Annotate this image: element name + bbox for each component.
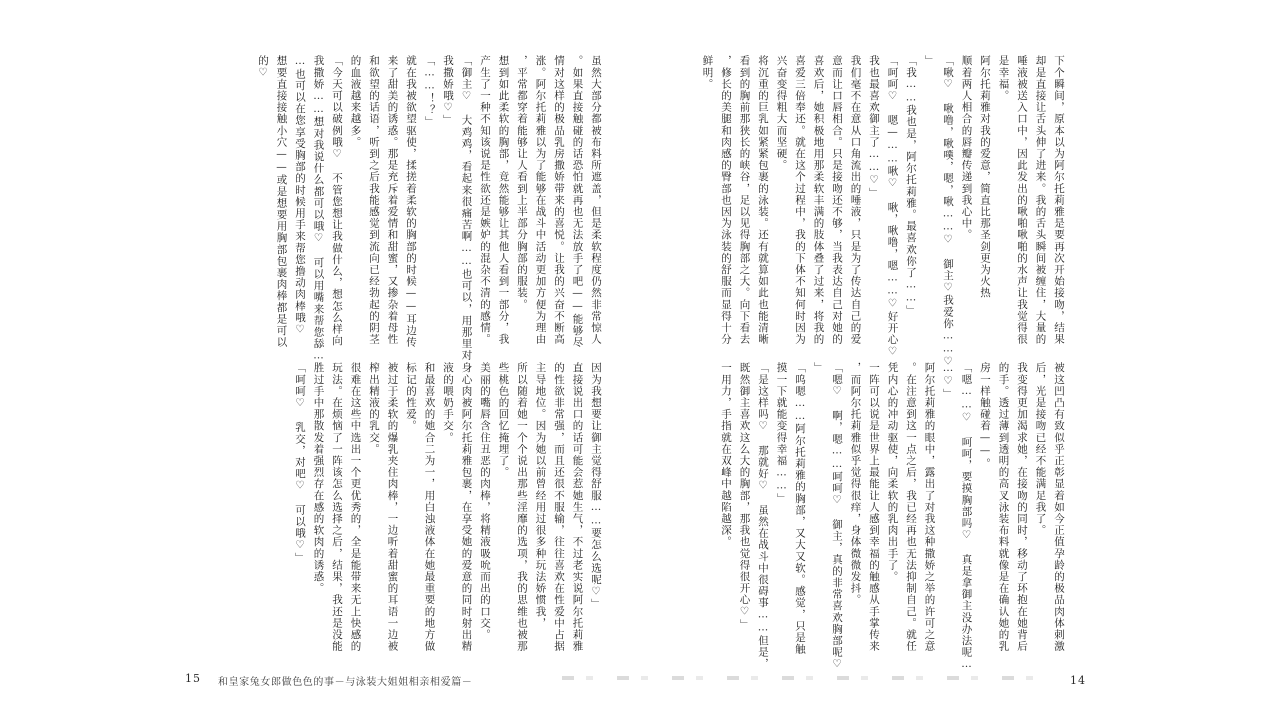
text-column: 的手。透过薄到透明的高叉泳装布料就像是在确认她的乳 <box>997 362 1010 652</box>
text-column: 凭内心的冲动驱使，向柔软的乳肉出手了。 <box>886 362 899 583</box>
text-column: …♡」 <box>942 362 954 400</box>
page-15-lower-text-block <box>291 362 606 668</box>
text-column: 「呵呵♡ 嗯—……啾♡ 啾，啾噜，嗯……♡好开心♡ <box>886 55 899 359</box>
text-column: 我撒娇……想对我说什么都可以哦♡ 可以用嘴来帮您舔… <box>312 55 325 363</box>
text-column: 想到如此柔软的胸部，竟然能够让其他人看到一部分，我 <box>497 55 510 345</box>
text-column: 直接说出口的话可能会惹她生气，不过老实说阿尔托莉雅 <box>571 362 584 652</box>
text-column: 是幸福。 <box>997 55 1010 102</box>
text-column: 和最喜欢的她合二为一，用白浊液体在她最重要的地方做 <box>423 362 436 652</box>
text-column: 喜欢后，她积极地用那柔软丰满的肢体叠了过来，将我的 <box>812 55 825 345</box>
text-column: 「我……我也是，阿尔托莉雅。最喜欢你了……」 <box>905 55 917 317</box>
text-column: 情对这样的极品乳房撒娇带来的喜悦。让我的兴奋不断高 <box>553 55 565 345</box>
text-column: 的性欲非常强，而且还很不服输，往往喜欢在性爱中占据 <box>553 362 565 652</box>
text-column: 的血液越来越多。 <box>349 55 362 148</box>
text-column: 身心肉被阿尔托莉雅包裹，在享受她的爱意的同时射出精 <box>460 362 473 652</box>
page-number-left: 15 <box>185 672 201 685</box>
text-column: 来了甜美的诱惑。那是充斥着爱情和甜蜜，又掺杂着母性 <box>386 55 399 345</box>
page-14-upper-text-block <box>698 55 1068 369</box>
text-column: 「啾♡ 啾噜，啾噗，嗯，啾……♡ 御主♡我爱你……♡ <box>942 55 954 369</box>
page-14-lower-text-block <box>717 362 1069 672</box>
text-column: 我变得更加渴求她，在接吻的同时，移动了环抱在她背后 <box>1016 362 1028 652</box>
text-column: 下个瞬间，原本以为阿尔托莉雅是要再次开始接吻，结果 <box>1053 55 1065 345</box>
text-column: 「是这样吗♡ 那就好♡ 虽然在战斗中很碍事……但是， <box>757 362 769 670</box>
text-column: 鲜明。 <box>701 55 714 90</box>
text-column: 所以随着她一个个说出那些淫靡的选项，我的思维也被那 <box>516 362 528 652</box>
text-column: 和欲望的话语，听到之后我能感觉到流向已经勃起的阴茎 <box>368 55 380 345</box>
footer-book-title: 和皇家兔女郎做色色的事－与泳装大姐姐相亲相爱篇－ <box>218 677 473 688</box>
text-column: 虽然大部分都被布料所遮盖，但是柔软程度仍然非常惊人 <box>590 55 602 345</box>
text-column: 意而让口唇相合。只是接吻还不够，当我表达自己对她的 <box>831 55 843 345</box>
text-column: 想要直接接触小穴——或是想要用胸部包裹肉棒都是可以 <box>275 55 288 348</box>
text-column: 被这凹凸有致似乎正彰显着如今正值孕龄的极品肉体刺激 <box>1053 362 1065 652</box>
text-column: 「今天可以破例哦♡ 不管您想让我做什么，想怎么样向 <box>331 55 343 347</box>
text-column: 「嗯……♡ 呵呵，要摸胸部吗♡ 真是拿御主没办法呢… <box>960 362 973 672</box>
scan-bleed-artifact <box>562 676 1044 680</box>
text-column: 后，光是接吻已经不能满足我了。 <box>1034 362 1047 536</box>
text-column: 将沉重的巨乳如紧紧包裹的泳装。还有就算如此也能清晰 <box>757 55 769 345</box>
text-column: 「呵呵♡ 乳交，对吧♡ 可以哦♡」 <box>294 362 306 564</box>
text-column: 顺着两人相合的唇瓣传递到我心中。 <box>960 55 973 241</box>
text-column: 唾液被送入口中，因此发出的啾啪啾啪的水声让我觉得很 <box>1016 55 1028 345</box>
text-column: 因为我想要让御主觉得舒服……要怎么选呢♡」 <box>590 362 602 611</box>
text-column: 美丽的嘴唇含住丑恶的肉棒，将精液吸吮而出的口交。 <box>479 362 491 641</box>
text-column: 我们毫不在意从口角流出的唾液，只是为了传达自己的爱 <box>849 55 862 345</box>
text-column: 主导地位。因为她以前曾经用过很多种玩法娇惯我， <box>534 362 547 629</box>
text-column: 既然御主喜欢这么大的胸部，那我也觉得很开心♡」 <box>738 362 751 631</box>
text-column: 。在注意到这一点之后，我已经再也无法抑制自己。就任 <box>905 362 917 652</box>
text-column: 就在我被欲望驱使，揉搓着柔软的胸部的时候——耳边传 <box>405 55 417 348</box>
text-column: 「御主♡ 大鸡鸡，看起来很痛苦啊……也可以，用那里对 <box>460 55 473 362</box>
text-column: 液的喂奶手交。 <box>442 362 454 444</box>
text-column: 喜爱三倍奉还。就在这个过程中，我的下体不知何时因为 <box>794 55 806 345</box>
text-column: 的♡ <box>257 55 269 80</box>
text-column: 却是直接让舌头伸了进来。我的舌头瞬间被缠住，大量的 <box>1034 55 1047 345</box>
text-column: 我也最喜欢御主了……♡」 <box>868 55 880 199</box>
text-column: 我撒娇哦♡」 <box>442 55 454 127</box>
page-15-upper-text-block <box>254 55 606 363</box>
text-column: 「嗯♡ 啊，嗯……呵呵♡ 御主，真的非常喜欢胸部呢♡ <box>831 362 843 672</box>
text-column: 很难在这些中选出一个更优秀的，全是能带来无上快感的 <box>349 362 362 652</box>
text-column: 「……！？」 <box>423 55 436 128</box>
text-column: 阿尔托莉雅对我的爱意，简直比那圣剑更为火热 <box>979 55 991 299</box>
text-column: ，而阿尔托莉雅似乎觉得很痒，身体微微发抖。 <box>849 362 862 606</box>
text-column: 兴奋变得粗大而坚硬。 <box>775 55 788 171</box>
text-column: 。如果直接触碰的话恐怕就再也无法放手了吧——能够尽 <box>571 55 584 348</box>
text-column: 房一样触碰着——。 <box>979 362 991 470</box>
text-column: 阿尔托莉雅的眼中，露出了对我这种撒娇之举的许可之意 <box>923 362 936 652</box>
text-column: ，修长的美腿和肉感的臀部也因为泳装的舒服而显得十分 <box>720 55 732 345</box>
text-column: 标记的性爱。 <box>405 362 417 432</box>
text-column: 榨出精液的乳交。 <box>368 362 380 455</box>
text-column: 摸一下就能变得幸福……」 <box>775 362 788 505</box>
text-column: 」 <box>812 362 825 374</box>
text-column: 涨。阿尔托莉雅以为了能够在战斗中活动更加方便为理由 <box>534 55 547 345</box>
page-number-right: 14 <box>1070 674 1086 687</box>
text-column: 产生了一种不知该说是性欲还是嫉妒的混杂不清的感情。 <box>479 55 491 345</box>
text-column: 胜过手中那散发着强烈存在感的软肉的诱惑。 <box>312 362 325 594</box>
text-column: 看到的胸前那狭长的峡谷，足以见得胸部之大。向下看去 <box>738 55 751 345</box>
text-column: 一阵可以说是世界上最能让人感到幸福的触感从手掌传来 <box>868 362 880 652</box>
text-column: ，平常都穿着能够让人看到上半部分胸部的服装。 <box>516 55 528 311</box>
text-column: 被过于柔软的爆乳夹住肉棒，一边听着甜蜜的耳语一边被 <box>386 362 399 652</box>
text-column: 「呜嗯……阿尔托莉雅的胸部，又大又软。感觉，只是触 <box>794 362 806 655</box>
text-column: 」 <box>923 55 936 67</box>
text-column: 些桃色的回忆掩埋了。 <box>497 362 510 478</box>
text-column: …也可以在您享受胸部的时候用手来帮您撸动肉棒哦♡ <box>294 55 306 337</box>
text-column: 玩法。在烦恼了一阵该怎么选择之后，结果，我还是没能 <box>331 362 343 652</box>
text-column: 一用力，手指就在双峰中越陷越深。 <box>720 362 732 548</box>
